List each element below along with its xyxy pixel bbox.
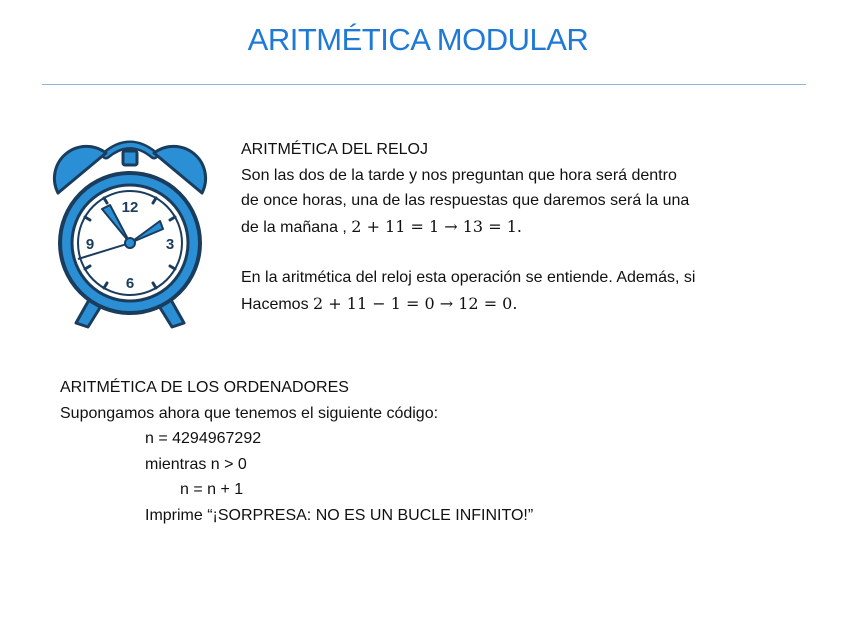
- code-line-print: Imprime “¡SORPRESA: NO ES UN BUCLE INFINITO!”: [145, 506, 534, 524]
- code-line-increment: n = n + 1: [180, 481, 244, 498]
- clock-arithmetic-section: [241, 137, 831, 317]
- clock-equation-2: 2 + 11 − 1 = 0 → 12 = 0.: [313, 293, 518, 313]
- clock-text-line-3: [241, 214, 831, 241]
- code-line-assign: n = 4294967292: [145, 430, 262, 447]
- clock-text-line-3-text: de la mañana ,: [241, 218, 352, 236]
- clock-text-line-1: Son las dos de la tarde y nos preguntan que hora será dentro: [241, 166, 677, 184]
- clock-text-line-4: En la aritmética del reloj esta operación se entiende. Además, si: [241, 269, 696, 286]
- clock-number-3: 3: [165, 236, 175, 253]
- clock-text-line-2: de once horas, una de las respuestas que daremos será la una: [241, 192, 690, 209]
- clock-arithmetic-heading: ARITMÉTICA DEL RELOJ: [241, 141, 428, 158]
- code-line-while: mientras n > 0: [145, 455, 247, 473]
- clock-text-line-5: [241, 291, 831, 318]
- clock-text-line-5-text: Hacemos: [241, 295, 314, 313]
- clock-number-9: 9: [85, 236, 95, 253]
- clock-number-12: 12: [121, 199, 139, 216]
- computer-intro-text: Supongamos ahora que tenemos el siguiente código:: [60, 404, 439, 422]
- paragraph-gap: [241, 240, 831, 265]
- computer-arithmetic-heading: ARITMÉTICA DE LOS ORDENADORES: [60, 379, 349, 396]
- alarm-clock-icon: [50, 133, 210, 333]
- computer-arithmetic-section: [60, 375, 800, 528]
- title-divider: [42, 84, 806, 85]
- slide-title: ARITMÉTICA MODULAR: [247, 22, 589, 57]
- clock-number-6: 6: [125, 275, 135, 292]
- clock-equation-1: 2 + 11 = 1 → 13 = 1.: [351, 216, 522, 236]
